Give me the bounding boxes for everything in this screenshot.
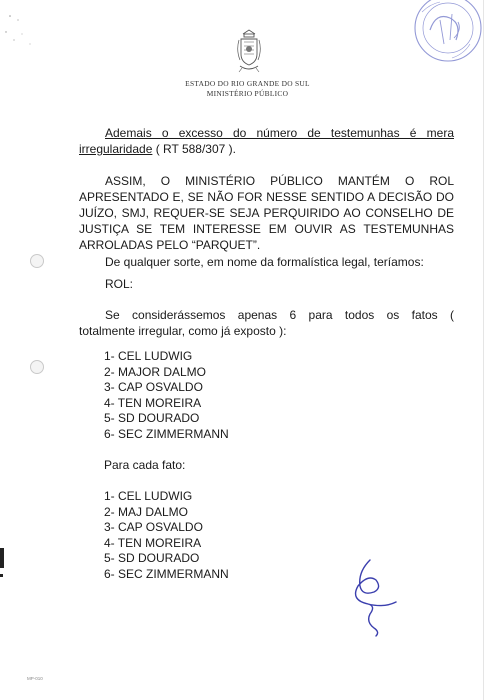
- punch-hole-top: [30, 254, 44, 268]
- punch-hole-bottom: [30, 360, 44, 374]
- list-item: 2- MAJOR DALMO: [104, 364, 207, 379]
- list-item: 1- CEL LUDWIG: [104, 349, 193, 363]
- scan-mark-small: [0, 574, 3, 577]
- paragraph-1-line-1: Ademais o excesso do número de testemunhas é mera: [105, 126, 454, 140]
- page-fold-line: [483, 0, 484, 700]
- signature-icon: [340, 556, 400, 638]
- header-ministry-name: MINISTÉRIO PÚBLICO: [206, 89, 289, 98]
- list-item: 3- CAP OSVALDO: [104, 380, 203, 395]
- list-item: 2- MAJ DALMO: [104, 504, 189, 519]
- paragraph-2-line-1: ASSIM, O MINISTÉRIO PÚBLICO MANTÉM O ROL: [105, 174, 454, 188]
- paragraph-2-line-2: APRESENTADO E, SE NÃO FOR NESSE SENTIDO A DECISÃO DO: [79, 190, 454, 204]
- paragraph-2-line-4: JUSTIÇA SE TEM INTERESSE EM OUVIR AS TESTEMUNHAS: [79, 222, 454, 236]
- rol-label: ROL:: [105, 277, 134, 291]
- list-item: 5- SD DOURADO: [104, 551, 200, 566]
- paragraph-1-citation: ( RT 588/307 ).: [152, 141, 236, 156]
- list-item: 5- SD DOURADO: [104, 411, 200, 426]
- scan-specks: [0, 0, 40, 50]
- official-stamp-icon: [400, 0, 488, 70]
- witness-list-1: [104, 349, 229, 443]
- paragraph-2-line-5: ARROLADAS PELO “PARQUET”.: [79, 238, 261, 252]
- coat-of-arms-icon: [233, 28, 265, 74]
- header-state-name: ESTADO DO RIO GRANDE DO SUL: [185, 79, 310, 88]
- paragraph-4-line-1: Se considerássemos apenas 6 para todos os fatos (: [105, 308, 454, 322]
- list-item: 6- SEC ZIMMERMANN: [104, 566, 229, 581]
- paragraph-3: De qualquer sorte, em nome da formalística legal, teríamos:: [105, 255, 424, 269]
- footer-form-code: MP-010: [27, 676, 43, 681]
- witness-list-2: [104, 489, 229, 583]
- paragraph-1-line-2: [79, 142, 236, 158]
- list-item: 6- SEC ZIMMERMANN: [104, 426, 229, 441]
- irregularidade-underlined: irregularidade: [79, 141, 153, 156]
- list-item: 1- CEL LUDWIG: [104, 489, 193, 503]
- paragraph-2-line-3: JUÍZO, SMJ, REQUER-SE SEJA PERQUIRIDO AO CONSELHO DE: [79, 206, 454, 220]
- list-item: 4- TEN MOREIRA: [104, 395, 202, 410]
- paragraph-4-line-2: totalmente irregular, como já exposto ):: [79, 324, 287, 338]
- paragraph-5: Para cada fato:: [104, 458, 186, 472]
- list-item: 3- CAP OSVALDO: [104, 520, 203, 535]
- scan-mark-bar: [0, 548, 4, 568]
- list-item: 4- TEN MOREIRA: [104, 535, 202, 550]
